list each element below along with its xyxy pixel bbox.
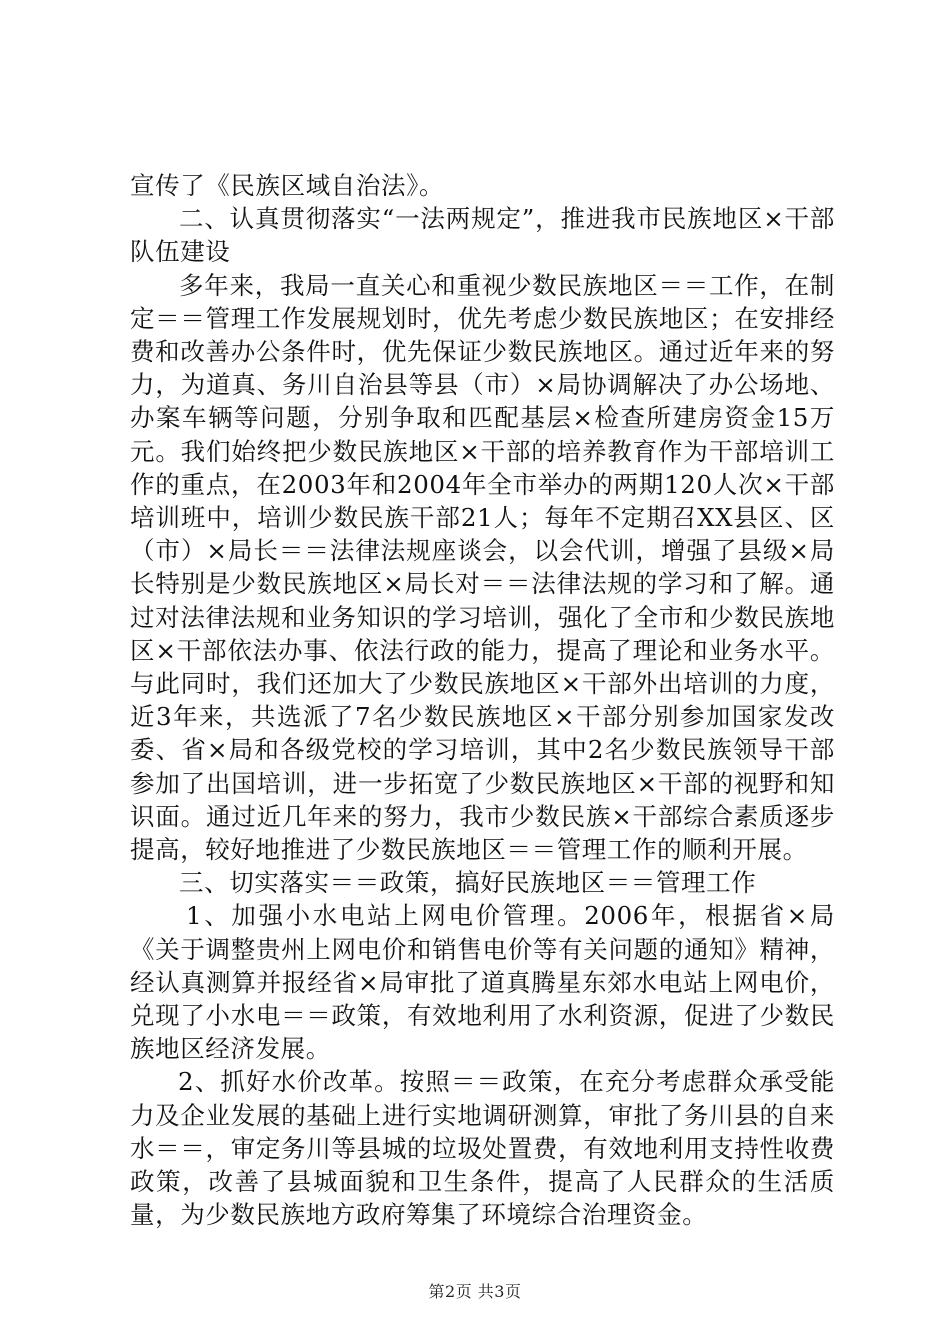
section-heading-2: 二、认真贯彻落实“一法两规定”，推进我市民族地区×干部队伍建设	[130, 204, 835, 267]
page-footer: 第2页 共3页	[428, 1282, 522, 1301]
section-heading-3: 三、切实落实＝＝政策，搞好民族地区＝＝管理工作	[179, 868, 757, 898]
paragraph-cadre-training: 多年来，我局一直关心和重视少数民族地区＝＝工作，在制定＝＝管理工作发展规划时，优先考虑少数民族地区；在安排经费和改善办公条件时，优先保证少数民族地区。通过近年来的努力，为道真、务川自治县等县（市）×局协调解决了办公场地、办案车辆等问题，分别争取和匹配基层×检查所建房资金15万元。我们始终把少数民族地区×干部的培养教育作为干部培训工作的重点，在2003年和2004年全市举办的两期120人次×干部培训班中，培训少数民族干部21人；每年不定期召XX县区、区（市）×局长＝＝法律法规座谈会，以会代训，增强了县级×局长特别是少数民族地区×局长对＝＝法律法规的学习和了解。通过对法律法规和业务知识的学习培训，强化了全市和少数民族地区×干部依法办事、依法行政的能力，提高了理论和业务水平。与此同时，我们还加大了少数民族地区×干部外出培训的力度，近3年来，共选派了7名少数民族地区×干部分别参加国家发改委、省×局和各级党校的学习培训，其中2名少数民族领导干部参加了出国培训，进一步拓宽了少数民族地区×干部的视野和知识面。通过近几年来的努力，我市少数民族×干部综合素质逐步提高，较好地推进了少数民族地区＝＝管理工作的顺利开展。	[130, 270, 835, 865]
paragraph-item-1: 1、加强小水电站上网电价管理。2006年，根据省×局《关于调整贵州上网电价和销售电价等有关问题的通知》精神，经认真测算并报经省×局审批了道真腾星东郊水电站上网电价，兑现了小水电＝＝政策，有效地利用了水利资源，促进了少数民族地区经济发展。	[130, 901, 835, 1064]
document-body	[130, 169, 835, 1232]
paragraph-continuation: 宣传了《民族区域自治法》。	[130, 171, 445, 200]
paragraph-item-2: 2、抓好水价改革。按照＝＝政策，在充分考虑群众承受能力及企业发展的基础上进行实地调研测算，审批了务川县的自来水＝＝，审定务川等县城的垃圾处置费，有效地利用支持性收费政策，改善了县城面貌和卫生条件，提高了人民群众的生活质量，为少数民族地方政府筹集了环境综合治理资金。	[130, 1067, 835, 1230]
